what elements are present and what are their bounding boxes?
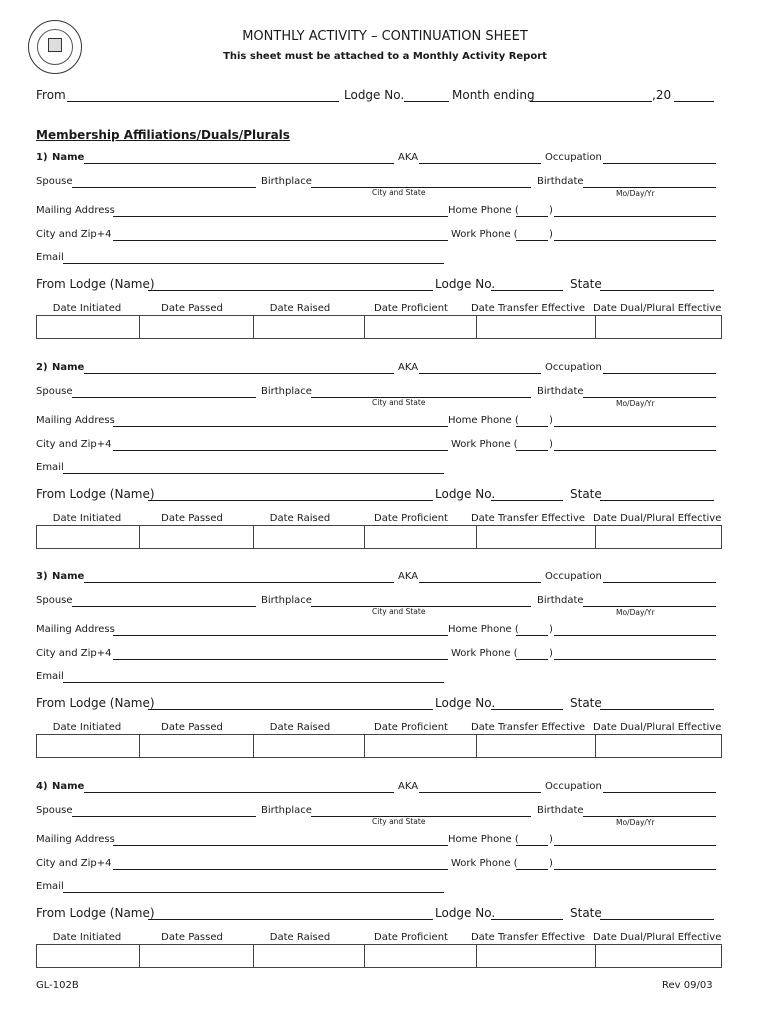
- date-cell[interactable]: [37, 316, 140, 339]
- occupation-label: Occupation: [545, 571, 602, 582]
- city-state-hint: City and State: [372, 188, 426, 197]
- city-zip-field[interactable]: [113, 869, 448, 870]
- section-title: Membership Affiliations/Duals/Plurals: [36, 128, 290, 142]
- home-phone-area-field[interactable]: [516, 845, 548, 846]
- from-lodge-label: From Lodge (Name): [36, 696, 155, 710]
- page-subtitle: This sheet must be attached to a Monthly Activity Report: [223, 51, 547, 62]
- dates-table: [36, 734, 722, 758]
- city-zip-label: City and Zip+4: [36, 438, 112, 450]
- state-label: State: [570, 486, 602, 501]
- name-label: Name: [52, 152, 85, 163]
- page-title: MONTHLY ACTIVITY – CONTINUATION SHEET: [242, 29, 528, 44]
- home-phone-label: Home Phone (: [448, 414, 519, 426]
- home-phone-area-field[interactable]: [516, 426, 548, 427]
- mailing-address-field[interactable]: [113, 216, 448, 217]
- birthplace-label: Birthplace: [261, 176, 312, 187]
- city-state-hint: City and State: [372, 607, 426, 616]
- mailing-address-label: Mailing Address: [36, 624, 115, 635]
- birthdate-label: Birthdate: [537, 595, 584, 606]
- date-cell[interactable]: [140, 944, 254, 967]
- date-cell[interactable]: [596, 944, 722, 967]
- entry-number: 3): [36, 571, 48, 582]
- occupation-label: Occupation: [545, 152, 602, 163]
- home-phone-field[interactable]: [554, 216, 716, 217]
- email-field[interactable]: [63, 682, 444, 683]
- date-column-header: Date Raised: [269, 512, 331, 524]
- work-phone-label: Work Phone (: [451, 438, 518, 450]
- date-cell[interactable]: [477, 735, 596, 758]
- date-column-header: Date Initiated: [52, 931, 122, 943]
- date-column-header: Date Proficient: [374, 722, 448, 733]
- home-phone-label: Home Phone (: [448, 205, 519, 216]
- occupation-field[interactable]: [603, 373, 716, 374]
- lodge-no-label: Lodge No.: [435, 905, 496, 920]
- mailing-address-field[interactable]: [113, 635, 448, 636]
- mailing-address-label: Mailing Address: [36, 833, 115, 845]
- aka-label: AKA: [398, 152, 419, 163]
- spouse-label: Spouse: [36, 595, 73, 606]
- dates-table: [36, 944, 722, 968]
- occupation-label: Occupation: [545, 780, 602, 792]
- date-column-header: Date Transfer Effective: [470, 512, 586, 524]
- spouse-label: Spouse: [36, 804, 73, 816]
- date-format-hint: Mo/Day/Yr: [616, 398, 655, 408]
- name-label: Name: [52, 780, 85, 792]
- home-phone-close: ): [549, 833, 553, 845]
- lodge-no-label: Lodge No.: [435, 696, 496, 710]
- lodge-no-field[interactable]: [491, 709, 563, 710]
- aka-label: AKA: [398, 361, 419, 373]
- work-phone-field[interactable]: [554, 450, 716, 451]
- date-cell[interactable]: [254, 525, 365, 548]
- lodge-no-label: Lodge No.: [344, 88, 405, 102]
- from-label: From: [36, 88, 66, 102]
- entry-number: 4): [36, 780, 48, 792]
- lodge-no-label: Lodge No.: [435, 277, 496, 291]
- city-state-hint: City and State: [372, 397, 426, 407]
- dates-table: [36, 525, 722, 549]
- occupation-field[interactable]: [603, 163, 716, 164]
- name-field[interactable]: [84, 582, 394, 583]
- work-phone-field[interactable]: [554, 869, 716, 870]
- work-phone-label: Work Phone (: [451, 648, 518, 659]
- date-cell[interactable]: [140, 735, 254, 758]
- date-cell[interactable]: [365, 316, 477, 339]
- date-column-header: Date Passed: [161, 931, 223, 943]
- date-cell[interactable]: [365, 525, 477, 548]
- state-label: State: [570, 696, 602, 710]
- entry-number: 2): [36, 361, 48, 373]
- spouse-label: Spouse: [36, 176, 73, 187]
- dates-row: [37, 316, 722, 339]
- revision: Rev 09/03: [662, 980, 713, 991]
- entry-number: 1): [36, 152, 48, 163]
- aka-field[interactable]: [419, 373, 541, 374]
- from-lodge-field[interactable]: [148, 500, 433, 501]
- birthdate-label: Birthdate: [537, 176, 584, 187]
- birthdate-field[interactable]: [583, 187, 716, 188]
- aka-field[interactable]: [419, 163, 541, 164]
- email-label: Email: [36, 461, 64, 473]
- date-column-header: Date Dual/Plural Effective: [593, 722, 722, 733]
- aka-label: AKA: [398, 571, 419, 582]
- birthplace-label: Birthplace: [261, 595, 312, 606]
- name-field[interactable]: [84, 792, 394, 793]
- state-field[interactable]: [600, 919, 714, 920]
- spouse-field[interactable]: [72, 816, 256, 817]
- email-label: Email: [36, 880, 64, 892]
- dates-table: [36, 315, 722, 339]
- work-phone-area-field[interactable]: [516, 240, 548, 241]
- work-phone-close: ): [549, 648, 553, 659]
- date-column-header: Date Dual/Plural Effective: [593, 303, 722, 314]
- lodge-no-field[interactable]: [491, 919, 563, 920]
- birthdate-label: Birthdate: [537, 385, 584, 397]
- birthplace-label: Birthplace: [261, 804, 312, 816]
- home-phone-field[interactable]: [554, 426, 716, 427]
- work-phone-close: ): [549, 229, 553, 240]
- work-phone-field[interactable]: [554, 659, 716, 660]
- home-phone-label: Home Phone (: [448, 624, 519, 635]
- from-lodge-field[interactable]: [148, 919, 433, 920]
- mailing-address-field[interactable]: [113, 845, 448, 846]
- email-field[interactable]: [63, 473, 444, 474]
- lodge-no-label: Lodge No.: [435, 486, 496, 501]
- lodge-no-field[interactable]: [491, 500, 563, 501]
- from-lodge-label: From Lodge (Name): [36, 905, 155, 920]
- work-phone-area-field[interactable]: [516, 450, 548, 451]
- date-column-header: Date Initiated: [52, 303, 122, 314]
- state-label: State: [570, 905, 602, 920]
- date-cell[interactable]: [37, 944, 140, 967]
- from-field[interactable]: [67, 101, 339, 102]
- email-field[interactable]: [63, 892, 444, 893]
- year-prefix: ,20: [652, 88, 672, 102]
- state-field[interactable]: [600, 709, 714, 710]
- city-zip-label: City and Zip+4: [36, 857, 112, 869]
- date-format-hint: Mo/Day/Yr: [616, 817, 655, 827]
- home-phone-close: ): [549, 205, 553, 216]
- birthdate-label: Birthdate: [537, 804, 584, 816]
- date-cell[interactable]: [254, 316, 365, 339]
- date-cell[interactable]: [140, 316, 254, 339]
- name-label: Name: [52, 361, 85, 373]
- from-lodge-label: From Lodge (Name): [36, 486, 155, 501]
- home-phone-close: ): [549, 624, 553, 635]
- date-column-header: Date Dual/Plural Effective: [593, 931, 722, 943]
- date-cell[interactable]: [140, 525, 254, 548]
- mailing-address-field[interactable]: [113, 426, 448, 427]
- city-zip-label: City and Zip+4: [36, 229, 112, 240]
- lodge-no-field[interactable]: [404, 101, 449, 102]
- city-zip-field[interactable]: [113, 240, 448, 241]
- date-column-header: Date Passed: [161, 512, 223, 524]
- date-column-header: Date Dual/Plural Effective: [593, 512, 722, 524]
- occupation-field[interactable]: [603, 792, 716, 793]
- birthdate-field[interactable]: [583, 397, 716, 398]
- aka-label: AKA: [398, 780, 419, 792]
- date-column-header: Date Raised: [269, 722, 331, 733]
- from-lodge-label: From Lodge (Name): [36, 277, 155, 291]
- aka-field[interactable]: [419, 792, 541, 793]
- date-cell[interactable]: [477, 944, 596, 967]
- work-phone-field[interactable]: [554, 240, 716, 241]
- date-cell[interactable]: [596, 525, 722, 548]
- from-lodge-field[interactable]: [148, 709, 433, 710]
- date-column-header: Date Passed: [161, 303, 223, 314]
- spouse-field[interactable]: [72, 606, 256, 607]
- date-column-header: Date Transfer Effective: [470, 722, 586, 733]
- dates-row: [37, 735, 722, 758]
- occupation-label: Occupation: [545, 361, 602, 373]
- work-phone-close: ): [549, 857, 553, 869]
- from-lodge-field[interactable]: [148, 290, 433, 291]
- work-phone-close: ): [549, 438, 553, 450]
- date-column-header: Date Transfer Effective: [470, 931, 586, 943]
- lodge-no-field[interactable]: [491, 290, 563, 291]
- date-column-header: Date Raised: [269, 303, 331, 314]
- date-cell[interactable]: [477, 316, 596, 339]
- home-phone-area-field[interactable]: [516, 635, 548, 636]
- date-column-header: Date Passed: [161, 722, 223, 733]
- spouse-field[interactable]: [72, 397, 256, 398]
- name-field[interactable]: [84, 163, 394, 164]
- state-field[interactable]: [600, 290, 714, 291]
- home-phone-field[interactable]: [554, 845, 716, 846]
- date-column-header: Date Transfer Effective: [470, 303, 586, 314]
- month-ending-label: Month ending: [452, 88, 535, 102]
- date-cell[interactable]: [596, 316, 722, 339]
- city-zip-field[interactable]: [113, 659, 448, 660]
- state-label: State: [570, 277, 602, 291]
- work-phone-area-field[interactable]: [516, 869, 548, 870]
- date-column-header: Date Raised: [269, 931, 331, 943]
- date-cell[interactable]: [477, 525, 596, 548]
- date-cell[interactable]: [254, 735, 365, 758]
- occupation-field[interactable]: [603, 582, 716, 583]
- city-state-hint: City and State: [372, 816, 426, 826]
- year-field[interactable]: [674, 101, 714, 102]
- date-cell[interactable]: [37, 735, 140, 758]
- date-column-header: Date Proficient: [374, 303, 448, 314]
- city-zip-field[interactable]: [113, 450, 448, 451]
- date-cell[interactable]: [37, 525, 140, 548]
- email-label: Email: [36, 671, 64, 682]
- dates-row: [37, 944, 722, 967]
- spouse-label: Spouse: [36, 385, 73, 397]
- month-ending-field[interactable]: [530, 101, 652, 102]
- name-field[interactable]: [84, 373, 394, 374]
- form-id: GL-102B: [36, 980, 79, 991]
- email-label: Email: [36, 252, 64, 263]
- home-phone-close: ): [549, 414, 553, 426]
- work-phone-area-field[interactable]: [516, 659, 548, 660]
- date-format-hint: Mo/Day/Yr: [616, 608, 655, 617]
- birthplace-label: Birthplace: [261, 385, 312, 397]
- work-phone-label: Work Phone (: [451, 229, 518, 240]
- birthdate-field[interactable]: [583, 816, 716, 817]
- date-format-hint: Mo/Day/Yr: [616, 189, 655, 198]
- dates-row: [37, 525, 722, 548]
- aka-field[interactable]: [419, 582, 541, 583]
- date-cell[interactable]: [365, 944, 477, 967]
- mailing-address-label: Mailing Address: [36, 205, 115, 216]
- home-phone-area-field[interactable]: [516, 216, 548, 217]
- date-column-header: Date Initiated: [52, 512, 122, 524]
- spouse-field[interactable]: [72, 187, 256, 188]
- date-column-header: Date Proficient: [374, 512, 448, 524]
- date-column-header: Date Initiated: [52, 722, 122, 733]
- date-column-header: Date Proficient: [374, 931, 448, 943]
- birthdate-field[interactable]: [583, 606, 716, 607]
- date-cell[interactable]: [596, 735, 722, 758]
- home-phone-field[interactable]: [554, 635, 716, 636]
- work-phone-label: Work Phone (: [451, 857, 518, 869]
- city-zip-label: City and Zip+4: [36, 648, 112, 659]
- date-cell[interactable]: [254, 944, 365, 967]
- name-label: Name: [52, 571, 85, 582]
- date-cell[interactable]: [365, 735, 477, 758]
- home-phone-label: Home Phone (: [448, 833, 519, 845]
- state-field[interactable]: [600, 500, 714, 501]
- mailing-address-label: Mailing Address: [36, 414, 115, 426]
- email-field[interactable]: [63, 263, 444, 264]
